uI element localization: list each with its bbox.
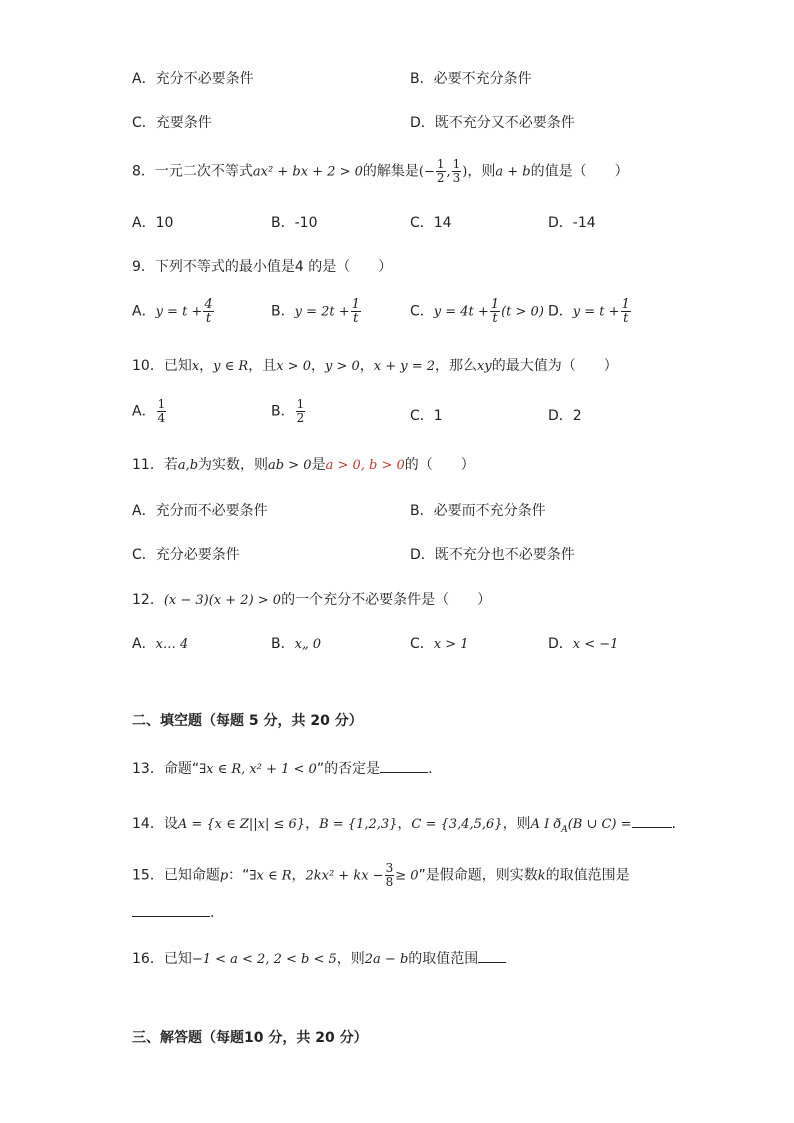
q8-fraction-2: $\frac{1}{3}$ — [452, 157, 461, 185]
q7-option-b: B．必要不充分条件 — [410, 71, 532, 87]
q10-option-a: A． $\frac{1}{4}$ — [132, 397, 166, 425]
q15-fraction: $\frac{3}{8}$ — [385, 861, 394, 889]
q13-answer-blank[interactable] — [380, 771, 428, 773]
q8-interval-open: (− — [418, 164, 435, 180]
q11-option-a: A．充分而不必要条件 — [132, 503, 268, 519]
q11-stem: 11．若a,b为实数，则ab > 0是a > 0, b > 0的（ ） — [132, 457, 475, 473]
q8-text-mid2: ，则 — [467, 163, 496, 180]
q9-option-b: B．y = 2t + $\frac{1}{t}$ — [271, 297, 360, 326]
q12-option-c: C．x > 1 — [410, 636, 469, 652]
q8-fraction-1: $\frac{1}{2}$ — [436, 157, 445, 185]
q8-comma: , — [446, 164, 451, 180]
q12-option-a: A．x… 4 — [132, 636, 189, 652]
q8-text-after: 的值是（ ） — [530, 163, 629, 180]
q10-option-d: D．2 — [548, 408, 582, 424]
q7-option-c: C．充要条件 — [132, 115, 212, 131]
q9-stem: 9．下列不等式的最小值是4 的是（ ） — [132, 259, 393, 275]
q8-option-b: B．-10 — [271, 215, 318, 231]
q10-option-b: B． $\frac{1}{2}$ — [271, 397, 305, 425]
q10-stem: 10．已知x，y ∈ R，且x > 0，y > 0，x + y = 2，那么xy的最大值为（ ） — [132, 358, 618, 374]
q8-number: 8． — [132, 163, 155, 180]
q14-answer-blank[interactable] — [632, 826, 672, 828]
q12-stem: 12．(x − 3)(x + 2) > 0的一个充分不必要条件是（ ） — [132, 592, 492, 608]
q8-option-a: A．10 — [132, 215, 174, 231]
q9-a-fraction: $\frac{4}{t}$ — [204, 297, 213, 326]
q11-option-c: C．充分必要条件 — [132, 547, 240, 563]
q9-option-d: D．y = t + $\frac{1}{t}$ — [548, 297, 630, 326]
section-fill-in-heading: 二、填空题（每题 5 分，共 20 分） — [132, 713, 363, 729]
q16-answer-blank[interactable] — [478, 961, 506, 963]
q10-option-c: C．1 — [410, 408, 443, 424]
q15-stem: 15．已知命题p：“∃x ∈ R，2kx² + kx − $\frac{3}{8}$ ≥ 0”是假命题，则实数k的取值范围是 — [132, 861, 630, 889]
q14-stem: 14．设A = {x ∈ Z||x| ≤ 6}，B = {1,2,3}，C = {3,4,5,6}，则A I $ð_A(B$ ∪ C) = . — [132, 816, 676, 835]
q10-a-fraction: $\frac{1}{4}$ — [157, 397, 166, 425]
q7-option-a: A．充分不必要条件 — [132, 71, 254, 87]
q8-inequality: ax² + bx + 2 > 0 — [252, 164, 363, 180]
q11-option-d: D．既不充分也不必要条件 — [410, 547, 575, 563]
q15-answer-line: . — [132, 905, 214, 921]
q15-answer-blank[interactable] — [132, 915, 210, 917]
q16-stem: 16．已知−1 < a < 2, 2 < b < 5，则2a − b的取值范围 — [132, 948, 506, 968]
q9-c-fraction: $\frac{1}{t}$ — [490, 297, 500, 326]
q8-stem — [132, 158, 629, 185]
q11-red-condition: a > 0, b > 0 — [325, 458, 405, 473]
q11-option-b: B．必要而不充分条件 — [410, 503, 546, 519]
q12-option-b: B．x„ 0 — [271, 636, 322, 652]
q7-option-d: D．既不充分又不必要条件 — [410, 115, 575, 131]
q10-b-fraction: $\frac{1}{2}$ — [296, 397, 305, 425]
section-answer-heading: 三、解答题（每题10 分，共 20 分） — [132, 1030, 368, 1046]
q9-b-fraction: $\frac{1}{t}$ — [351, 297, 360, 326]
q9-d-fraction: $\frac{1}{t}$ — [621, 297, 630, 326]
q8-text-before: 一元二次不等式 — [154, 163, 253, 180]
q8-option-d: D．-14 — [548, 215, 596, 231]
q8-text-mid: 的解集是 — [362, 163, 419, 180]
q12-option-d: D．x < −1 — [548, 636, 619, 652]
q9-option-a: A．y = t + $\frac{4}{t}$ — [132, 297, 213, 326]
q13-stem: 13．命题“∃x ∈ R, x² + 1 < 0”的否定是 . — [132, 761, 433, 777]
q8-interval-close: ) — [462, 164, 468, 180]
q8-option-c: C．14 — [410, 215, 452, 231]
q8-expr: a + b — [495, 164, 531, 180]
q9-option-c: C．y = 4t + $\frac{1}{t}$ (t > 0) — [410, 297, 544, 326]
